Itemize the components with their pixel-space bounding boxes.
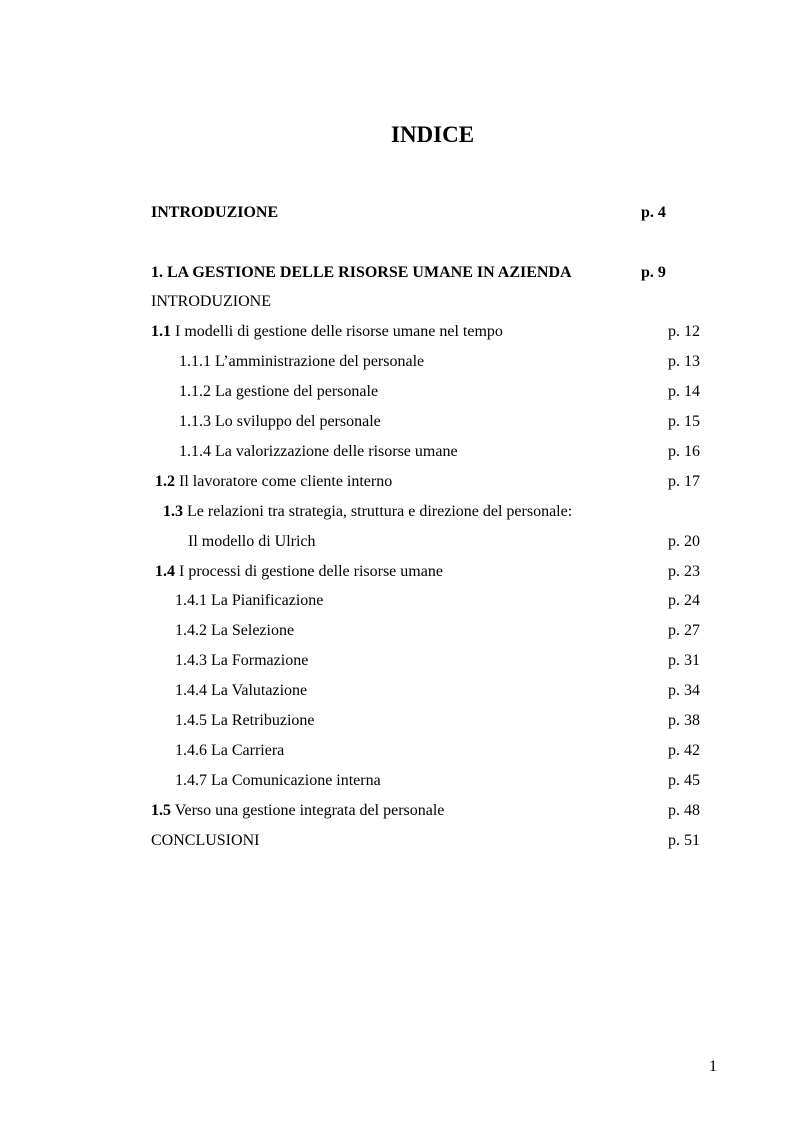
toc-page-1-4-2: p. 27 [668, 622, 700, 639]
section-title: Le relazioni tra strategia, struttura e direzione del personale: [187, 503, 573, 520]
toc-page-1-1-2: p. 14 [668, 383, 700, 400]
section-title: Verso una gestione integrata del personale [174, 802, 445, 819]
toc-page-1-1-4: p. 16 [668, 443, 700, 460]
toc-page-1-4-5: p. 38 [668, 712, 700, 729]
toc-entry-1-3-continued: Il modello di Ulrich [188, 533, 316, 550]
page-number: 1 [709, 1058, 717, 1075]
toc-entry-1-3 [163, 502, 572, 522]
toc-conclusions-label: CONCLUSIONI [151, 832, 260, 849]
toc-page-1-3: p. 20 [668, 533, 700, 550]
toc-page-1-4-6: p. 42 [668, 742, 700, 759]
toc-entry-1-1-4: 1.1.4 La valorizzazione delle risorse umane [179, 443, 458, 460]
toc-entry-1-1-3: 1.1.3 Lo sviluppo del personale [179, 413, 381, 430]
toc-entry-1-1 [151, 322, 503, 342]
toc-entry-1-4-3: 1.4.3 La Formazione [175, 652, 309, 669]
section-number: 1.3 [163, 503, 183, 520]
toc-page-1-1-3: p. 15 [668, 413, 700, 430]
section-title: Il lavoratore come cliente interno [179, 473, 393, 490]
toc-page-1-2: p. 17 [668, 473, 700, 490]
toc-page-1-4-7: p. 45 [668, 772, 700, 789]
toc-entry-1-4-6: 1.4.6 La Carriera [175, 742, 285, 759]
toc-chapter1-page: p. 9 [641, 264, 666, 281]
section-number: 1.4 [155, 563, 175, 580]
toc-entry-1-4-5: 1.4.5 La Retribuzione [175, 712, 315, 729]
toc-page-1-4-1: p. 24 [668, 592, 700, 609]
section-number: 1.5 [151, 802, 171, 819]
section-title: I processi di gestione delle risorse umane [179, 563, 443, 580]
toc-entry-1-4-4: 1.4.4 La Valutazione [175, 682, 308, 699]
toc-chapter-intro: INTRODUZIONE [151, 293, 271, 310]
toc-page-1-4-3: p. 31 [668, 652, 700, 669]
toc-intro-label: INTRODUZIONE [151, 204, 279, 221]
toc-entry-1-2 [155, 472, 392, 492]
toc-page-1-4: p. 23 [668, 563, 700, 580]
toc-page-1-1: p. 12 [668, 323, 700, 340]
toc-intro-page: p. 4 [641, 204, 666, 221]
toc-entry-1-1-2: 1.1.2 La gestione del personale [179, 383, 379, 400]
page-title: INDICE [391, 122, 475, 147]
toc-entry-1-4-2: 1.4.2 La Selezione [175, 622, 295, 639]
toc-entry-1-4 [155, 562, 443, 582]
section-title: I modelli di gestione delle risorse umane nel tempo [175, 323, 503, 340]
section-number: 1.1 [151, 323, 171, 340]
toc-page-1-4-4: p. 34 [668, 682, 700, 699]
toc-chapter1-label: 1. LA GESTIONE DELLE RISORSE UMANE IN AZIENDA [151, 264, 572, 281]
toc-page-1-1-1: p. 13 [668, 353, 700, 370]
toc-entry-1-1-1: 1.1.1 L’amministrazione del personale [179, 353, 425, 370]
toc-entry-1-4-1: 1.4.1 La Pianificazione [175, 592, 324, 609]
section-number: 1.2 [155, 473, 175, 490]
toc-page-1-5: p. 48 [668, 802, 700, 819]
toc-conclusions-page: p. 51 [668, 832, 700, 849]
toc-entry-1-5 [151, 801, 444, 821]
toc-entry-1-4-7: 1.4.7 La Comunicazione interna [175, 772, 381, 789]
